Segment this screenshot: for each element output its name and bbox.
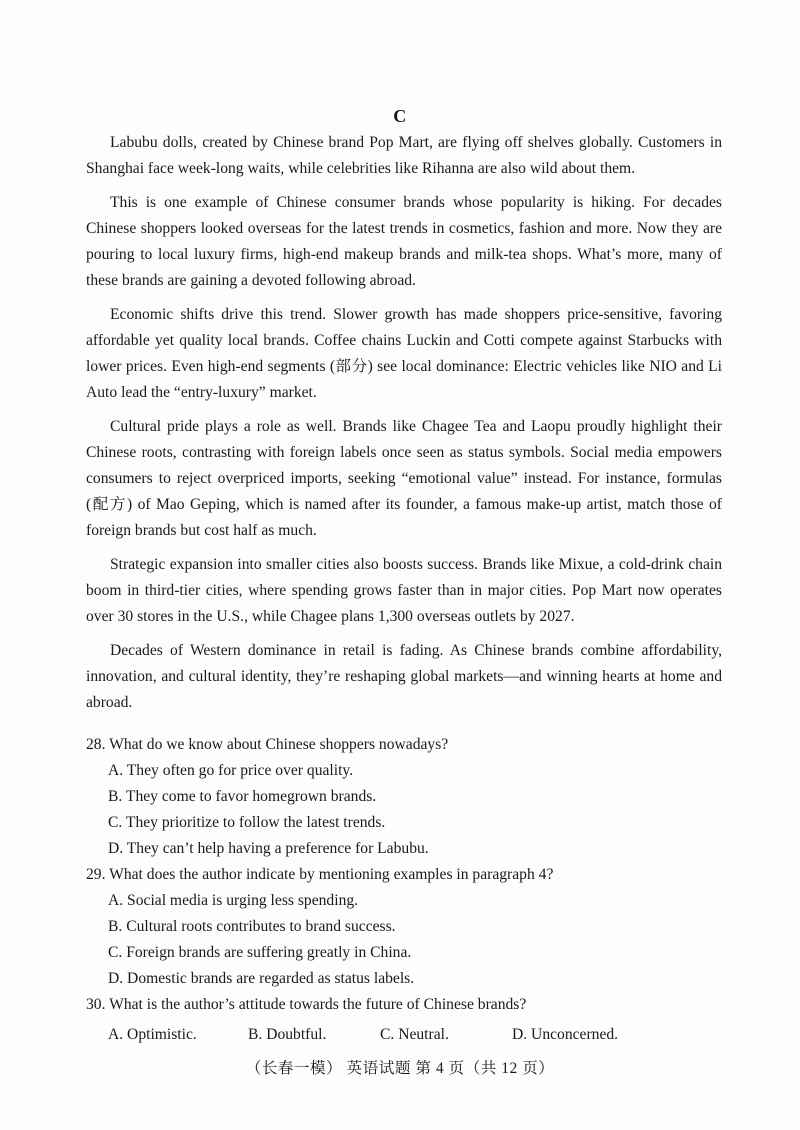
option-d: D. Domestic brands are regarded as status labels.	[108, 970, 415, 987]
passage-paragraph-1: Labubu dolls, created by Chinese brand Pop Mart, are flying off shelves globally. Customers in Shanghai face week-long waits, while celebrities like Rihanna are also wild about them.	[86, 134, 722, 177]
passage-paragraph-4: Cultural pride plays a role as well. Brands like Chagee Tea and Laopu proudly highlight their Chinese roots, contrasting with foreign labels once seen as status symbols. Social media empowers consumers to reject overpriced imports, seeking “emotional value” instead. For instance, formulas (配方) of Mao Geping, which is named after its founder, a famous make-up artist, match those of foreign brands but cost half as much.	[86, 418, 722, 539]
option-c: C. They prioritize to follow the latest trends.	[108, 814, 386, 831]
question-stem: 29. What does the author indicate by mentioning examples in paragraph 4?	[86, 866, 554, 883]
option-d: D. Unconcerned.	[512, 1026, 619, 1043]
inline-options	[86, 1022, 736, 1048]
option-a: A. Optimistic.	[108, 1026, 197, 1043]
option-d: D. They can’t help having a preference for Labubu.	[108, 840, 429, 857]
reading-passage	[86, 130, 722, 724]
passage-paragraph-2: This is one example of Chinese consumer brands whose popularity is hiking. For decades Chinese shoppers looked overseas for the latest trends in cosmetics, fashion and more. Now they are pouring to local luxury firms, high-end makeup brands and milk-tea shops. What’s more, many of these brands are gaining a devoted following abroad.	[86, 194, 722, 289]
passage-paragraph-3: Economic shifts drive this trend. Slower growth has made shoppers price-sensitive, favoring affordable yet quality local brands. Coffee chains Luckin and Cotti compete against Starbucks with lower prices. Even high-end segments (部分) see local dominance: Electric vehicles like NIO and Li Auto lead the “entry-luxury” market.	[86, 306, 722, 401]
page-footer: （长春一模） 英语试题 第 4 页（共 12 页）	[245, 1060, 555, 1077]
option-b: B. They come to favor homegrown brands.	[108, 788, 377, 805]
question-stem: 30. What is the author’s attitude towards the future of Chinese brands?	[86, 996, 527, 1013]
passage-paragraph-6: Decades of Western dominance in retail is fading. As Chinese brands combine affordability, innovation, and cultural identity, they’re reshaping global markets—and winning hearts at home and abroad.	[86, 642, 722, 711]
option-a: A. They often go for price over quality.	[108, 762, 354, 779]
option-c: C. Foreign brands are suffering greatly in China.	[108, 944, 412, 961]
option-c: C. Neutral.	[380, 1026, 449, 1043]
passage-paragraph-5: Strategic expansion into smaller cities also boosts success. Brands like Mixue, a cold-drink chain boom in third-tier cities, where spending grows faster than in major cities. Pop Mart now operates over 30 stores in the U.S., while Chagee plans 1,300 overseas outlets by 2027.	[86, 556, 722, 625]
section-title: C	[393, 106, 407, 126]
question-30	[86, 992, 736, 1048]
option-b: B. Cultural roots contributes to brand success.	[108, 918, 396, 935]
option-b: B. Doubtful.	[248, 1026, 327, 1043]
question-29	[86, 862, 736, 992]
question-stem: 28. What do we know about Chinese shoppers nowadays?	[86, 736, 449, 753]
option-a: A. Social media is urging less spending.	[108, 892, 359, 909]
question-28	[86, 732, 736, 862]
question-list	[86, 732, 736, 1048]
